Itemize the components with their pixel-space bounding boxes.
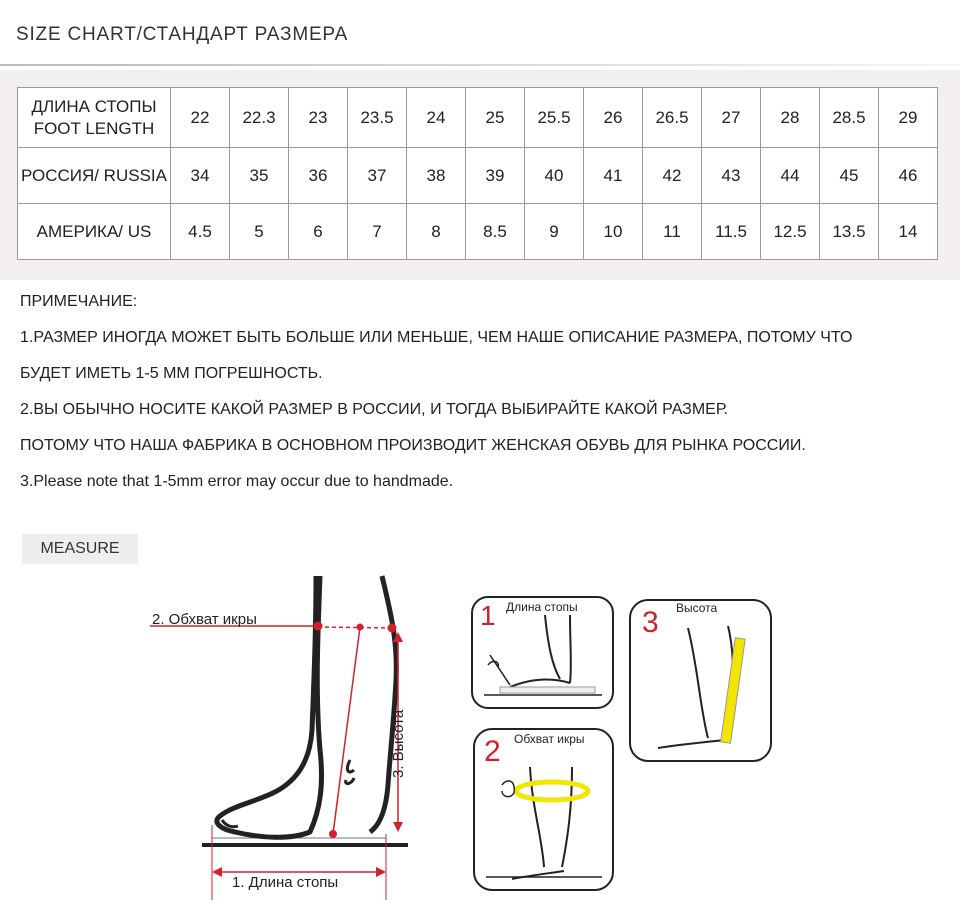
calf-label: 2. Обхват икры [152,611,257,628]
row-header-line: FOOT LENGTH [33,118,155,138]
size-cell: 9 [525,204,584,260]
size-cell: 22.3 [230,88,289,148]
step-label: Высота [676,601,718,615]
size-cell: 24 [407,88,466,148]
size-cell: 8 [407,204,466,260]
table-row [18,204,938,260]
size-cell: 40 [525,148,584,204]
length-arrow-left-icon [212,867,222,877]
size-cell: 35 [230,148,289,204]
height-ref-line [333,627,360,834]
length-label: 1. Длина стопы [232,874,339,891]
header-divider [0,64,960,66]
size-cell: 11 [643,204,702,260]
size-cell: 38 [407,148,466,204]
calf-dashed-line [318,627,392,628]
row-header-line: РОССИЯ/ RUSSIA [21,165,167,185]
size-cell: 8.5 [466,204,525,260]
measure-tag: MEASURE [22,534,138,564]
header [0,0,960,70]
step-number: 2 [484,735,501,768]
size-cell: 12.5 [761,204,820,260]
size-cell: 36 [289,148,348,204]
step-number: 1 [480,600,496,631]
calf-point [314,622,323,631]
calf-point [388,624,397,633]
size-cell: 41 [584,148,643,204]
length-arrow-right-icon [376,867,386,877]
size-cell: 25 [466,88,525,148]
size-table-panel [0,70,960,280]
heel-point [329,830,337,838]
size-cell: 22 [171,88,230,148]
size-cell: 46 [879,148,938,204]
size-cell: 10 [584,204,643,260]
leg-measure-diagram [140,570,407,900]
size-cell: 37 [348,148,407,204]
row-header [18,88,171,148]
step-card-calf [472,727,615,892]
size-cell: 34 [171,148,230,204]
size-cell: 6 [289,204,348,260]
size-cell: 39 [466,148,525,204]
size-cell: 28.5 [820,88,879,148]
notes-line: БУДЕТ ИМЕТЬ 1-5 ММ ПОГРЕШНОСТЬ. [20,365,323,382]
row-header [18,204,171,260]
size-cell: 4.5 [171,204,230,260]
size-cell: 44 [761,148,820,204]
size-cell: 23.5 [348,88,407,148]
table-row [18,148,938,204]
row-header [18,148,171,204]
size-cell: 14 [879,204,938,260]
notes-line: 3.Please note that 1-5mm error may occur due to handmade. [20,473,454,490]
size-table [17,87,938,260]
size-cell: 28 [761,88,820,148]
step-label: Длина стопы [506,600,578,614]
size-cell: 5 [230,204,289,260]
size-cell: 7 [348,204,407,260]
size-cell: 11.5 [702,204,761,260]
notes-block [20,290,950,506]
step-card-height [628,598,773,763]
size-cell: 23 [289,88,348,148]
size-cell: 45 [820,148,879,204]
notes-title: ПРИМЕЧАНИЕ: [20,293,138,310]
size-cell: 26 [584,88,643,148]
notes-line: 2.ВЫ ОБЫЧНО НОСИТЕ КАКОЙ РАЗМЕР В РОССИИ, И ТОГДА ВЫБИРАЙТЕ КАКОЙ РАЗМЕР. [20,401,728,418]
size-cell: 13.5 [820,204,879,260]
ankle-detail [346,760,354,784]
leg-back-outline [370,576,396,832]
size-cell: 25.5 [525,88,584,148]
step-label: Обхват икры [514,732,585,746]
table-row [18,88,938,148]
row-header-line: ДЛИНА СТОПЫ [31,96,157,116]
step-card-foot-length [470,595,615,710]
height-label: 3. Высота [390,709,407,778]
size-cell: 42 [643,148,702,204]
paper-sheet [500,687,595,693]
size-cell: 26.5 [643,88,702,148]
page-title: SIZE CHART/СТАНДАРТ РАЗМЕРА [16,24,349,45]
size-cell: 29 [879,88,938,148]
size-cell: 43 [702,148,761,204]
toe-detail [222,820,238,827]
notes-line: 1.РАЗМЕР ИНОГДА МОЖЕТ БЫТЬ БОЛЬШЕ ИЛИ МЕНЬШЕ, ЧЕМ НАШЕ ОПИСАНИЕ РАЗМЕРА, ПОТОМУ ЧТО [20,329,853,346]
step-number: 3 [642,606,659,639]
height-arrow-down-icon [393,822,403,832]
notes-line: ПОТОМУ ЧТО НАША ФАБРИКА В ОСНОВНОМ ПРОИЗВОДИТ ЖЕНСКАЯ ОБУВЬ ДЛЯ РЫНКА РОССИИ. [20,437,806,454]
row-header-line: АМЕРИКА/ US [36,221,152,241]
size-cell: 27 [702,88,761,148]
